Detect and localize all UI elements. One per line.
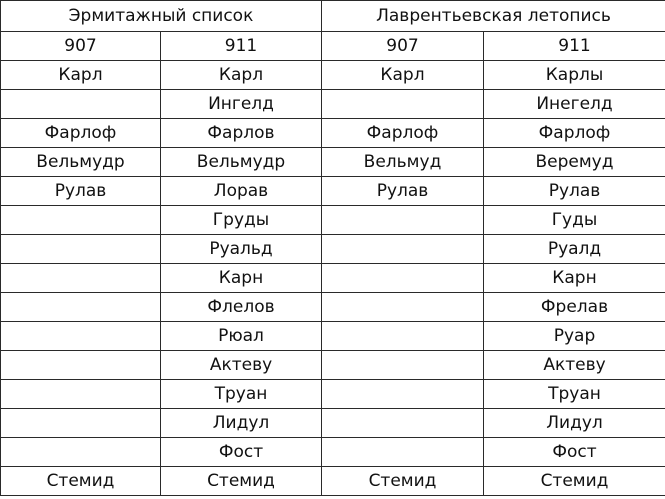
year-header-cell: 911: [161, 32, 322, 61]
name-cell: Вельмудр: [1, 148, 161, 177]
table-row: [1, 177, 665, 206]
name-cell: Рулав: [484, 177, 665, 206]
name-cell: Гуды: [484, 206, 665, 235]
table-body: [1, 1, 665, 496]
name-cell: Ингелд: [161, 90, 322, 119]
year-header-row: [1, 32, 665, 61]
name-cell: Вельмуд: [322, 148, 484, 177]
year-header-cell: 907: [1, 32, 161, 61]
table-row: [1, 293, 665, 322]
name-cell: [1, 351, 161, 380]
name-cell: Веремуд: [484, 148, 665, 177]
name-cell: [1, 90, 161, 119]
name-cell: Руалд: [484, 235, 665, 264]
table-row: [1, 264, 665, 293]
name-cell: Лидул: [484, 409, 665, 438]
name-cell: Рулав: [1, 177, 161, 206]
name-cell: Актеву: [484, 351, 665, 380]
name-cell: [322, 380, 484, 409]
name-cell: Руальд: [161, 235, 322, 264]
name-cell: [322, 322, 484, 351]
name-cell: [1, 293, 161, 322]
name-cell: Лорав: [161, 177, 322, 206]
table-row: [1, 148, 665, 177]
name-cell: Рулав: [322, 177, 484, 206]
table-row: [1, 438, 665, 467]
name-cell: Рюал: [161, 322, 322, 351]
table-row: [1, 90, 665, 119]
name-cell: Фарлов: [161, 119, 322, 148]
name-cell: Фрелав: [484, 293, 665, 322]
name-cell: Труан: [484, 380, 665, 409]
name-cell: Груды: [161, 206, 322, 235]
name-cell: Карл: [161, 61, 322, 90]
name-cell: Флелов: [161, 293, 322, 322]
name-cell: [1, 380, 161, 409]
name-cell: Карл: [322, 61, 484, 90]
name-cell: Карлы: [484, 61, 665, 90]
name-cell: Карн: [161, 264, 322, 293]
table-row: [1, 409, 665, 438]
source-header-laurentian: Лаврентьевская летопись: [322, 1, 665, 32]
name-cell: [1, 264, 161, 293]
table-row: [1, 119, 665, 148]
name-cell: Труан: [161, 380, 322, 409]
name-cell: [1, 235, 161, 264]
name-cell: [322, 90, 484, 119]
table-row: [1, 322, 665, 351]
year-header-cell: 907: [322, 32, 484, 61]
table-row: [1, 380, 665, 409]
name-cell: Стемид: [484, 467, 665, 496]
name-cell: Фост: [161, 438, 322, 467]
name-cell: Фарлоф: [484, 119, 665, 148]
source-header-row: [1, 1, 665, 32]
name-cell: Инегелд: [484, 90, 665, 119]
name-cell: Актеву: [161, 351, 322, 380]
table-row: [1, 235, 665, 264]
name-cell: Руар: [484, 322, 665, 351]
table-row: [1, 61, 665, 90]
name-cell: [1, 322, 161, 351]
name-cell: Стемид: [322, 467, 484, 496]
name-cell: Фарлоф: [322, 119, 484, 148]
name-cell: [322, 264, 484, 293]
name-cell: Фарлоф: [1, 119, 161, 148]
name-cell: [322, 438, 484, 467]
name-cell: [322, 351, 484, 380]
year-header-cell: 911: [484, 32, 665, 61]
name-cell: Вельмудр: [161, 148, 322, 177]
name-cell: Фост: [484, 438, 665, 467]
table-row: [1, 467, 665, 496]
name-cell: [1, 438, 161, 467]
name-cell: Лидул: [161, 409, 322, 438]
table-row: [1, 206, 665, 235]
name-cell: [1, 206, 161, 235]
name-cell: Стемид: [1, 467, 161, 496]
name-cell: [322, 293, 484, 322]
name-cell: Карн: [484, 264, 665, 293]
name-cell: [322, 206, 484, 235]
table-row: [1, 351, 665, 380]
name-cell: Стемид: [161, 467, 322, 496]
name-cell: [1, 409, 161, 438]
name-cell: [322, 235, 484, 264]
source-header-hermitage: Эрмитажный список: [1, 1, 322, 32]
name-cell: Карл: [1, 61, 161, 90]
name-cell: [322, 409, 484, 438]
